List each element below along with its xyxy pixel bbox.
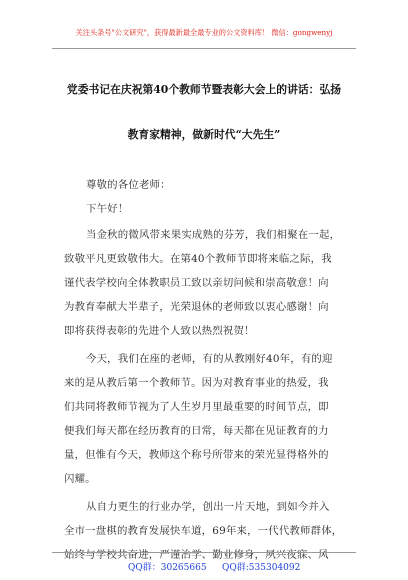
- body-line: 今天，我们在座的老师，有的从教刚好40年，有的迎: [86, 353, 333, 365]
- body-line: 当金秋的微风带来果实成熟的芬芳，我们相聚在一起，: [86, 229, 341, 241]
- body-line: 从自力更生的行业办学，创出一片天地，到如今并入: [86, 501, 330, 513]
- document-title-line-2: 教育家精神，做新时代“大先生”: [127, 128, 281, 141]
- header-divider: [52, 48, 356, 49]
- body-line: 闪耀。: [64, 473, 96, 485]
- salutation-line: 尊敬的各位老师：: [86, 179, 171, 191]
- greeting-line: 下午好！: [86, 203, 129, 215]
- body-line: 谨代表学校向全体教职员工致以亲切问候和崇高敬意！向: [64, 277, 329, 289]
- body-line: 全市一盘棋的教育发展快车道，69年来，一代代教师群体，: [64, 525, 343, 537]
- footer-divider: [52, 552, 356, 553]
- footer-qq-group-2: QQ群:535304092: [222, 563, 301, 573]
- body-line: 便我们每天都在经历教育的日常，每天都在见证教育的力: [64, 425, 329, 437]
- body-line: 为教育奉献大半辈子，光荣退休的老师致以衷心感谢！向: [64, 301, 329, 313]
- footer-qq-group-1: QQ群：30265665: [128, 563, 207, 573]
- body-line: 量，但惟有今天，教师这个称号所带来的荣光显得格外的: [64, 449, 329, 461]
- header-banner: 关注头条号"公文研究"，获得最新最全最专业的公文资料库！ 微信：gongwenyj: [75, 28, 333, 37]
- document-title-line-1: 党委书记在庆祝第40个教师节暨表彰大会上的讲话：弘扬: [66, 83, 342, 96]
- body-line: 们共同将教师节视为了人生岁月里最重要的时间节点，即: [64, 401, 329, 413]
- body-line: 始终与学校共奋进，严谨治学、勤业修身，夙兴夜寐、风: [64, 549, 329, 561]
- body-line: 即将获得表彰的先进个人致以热烈祝贺！: [64, 325, 255, 337]
- body-line: 致敬平凡更致敬伟大。在第40个教师节即将来临之际，我: [64, 253, 332, 265]
- body-line: 来的是从教后第一个教师节。因为对教育事业的热爱，我: [64, 377, 329, 389]
